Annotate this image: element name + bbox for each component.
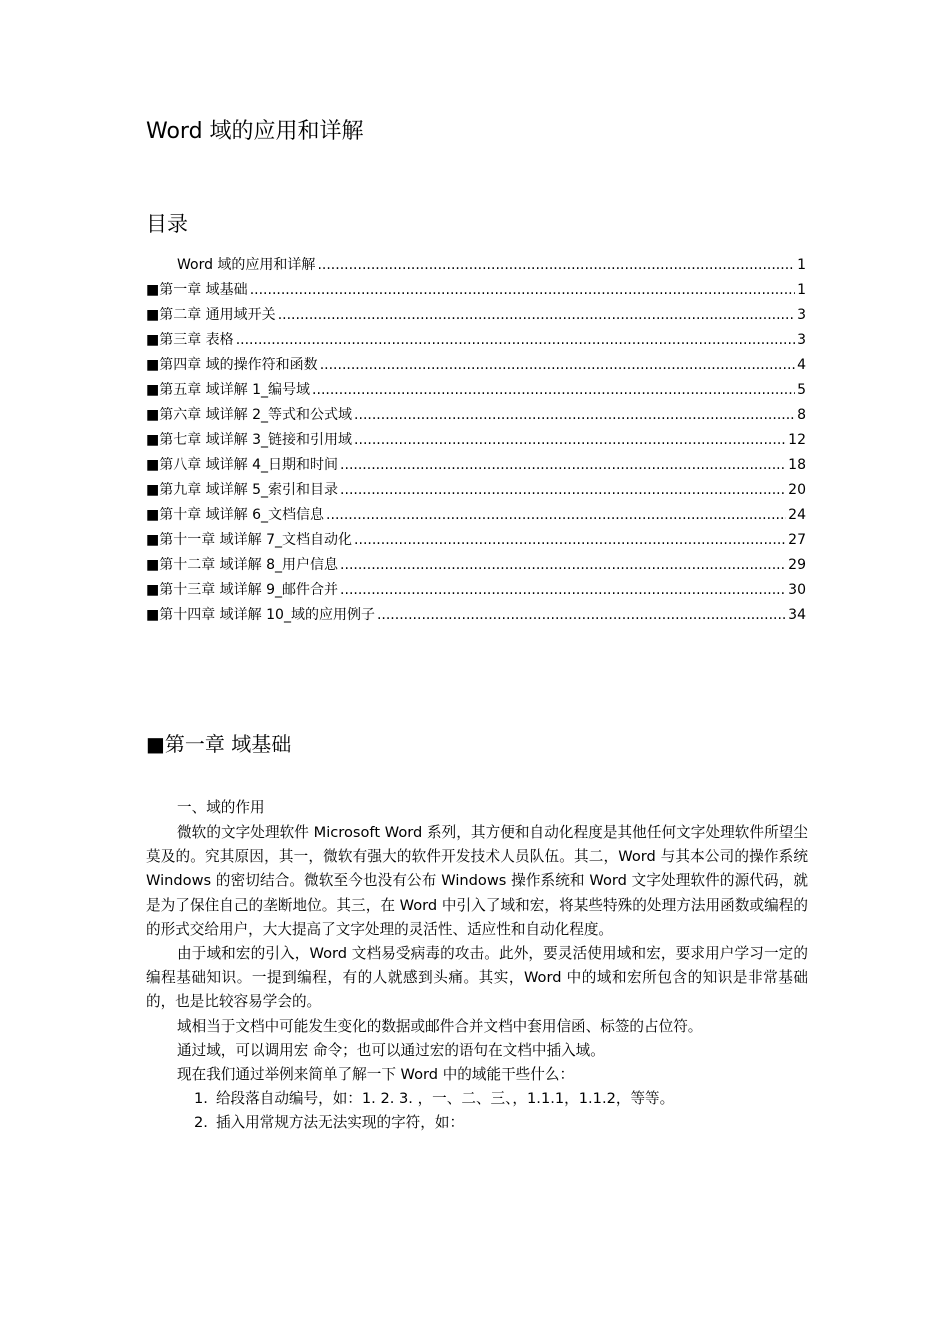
list-number: 1. <box>194 1090 208 1108</box>
toc-entry[interactable] <box>146 378 806 403</box>
toc-heading: 目录 <box>146 212 188 236</box>
document-title: Word 域的应用和详解 <box>146 119 364 144</box>
toc-entry-text: ■第三章 表格 <box>146 332 234 348</box>
toc-leader <box>250 278 795 303</box>
toc-entry[interactable] <box>146 578 806 603</box>
toc-leader <box>340 453 786 478</box>
list-item-text: 给段落自动编号，如：1. 2. 3. ，一、二、三、，1.1.1，1.1.2，等等。 <box>215 1090 675 1108</box>
chapter-body <box>146 795 808 1136</box>
toc-entry-text: ■第八章 域详解 4_日期和时间 <box>146 457 339 473</box>
toc-entry[interactable] <box>146 253 806 278</box>
toc-entry-text: ■第十一章 域详解 7_文档自动化 <box>146 532 353 548</box>
toc-leader <box>377 603 786 628</box>
toc-entry[interactable] <box>146 478 806 503</box>
chapter-heading: ■第一章 域基础 <box>146 732 292 756</box>
toc-leader <box>236 328 795 353</box>
body-line: 域相当于文档中可能发生变化的数据或邮件合并文档中套用信函、标签的占位符。 <box>177 1017 703 1035</box>
numbered-list-item <box>146 1087 808 1111</box>
toc-entry[interactable] <box>146 528 806 553</box>
toc-leader <box>340 553 786 578</box>
toc-entry[interactable] <box>146 328 806 353</box>
toc-entry-page: 18 <box>788 457 806 473</box>
toc-leader <box>317 253 795 278</box>
toc-entry-page: 4 <box>797 357 806 373</box>
toc-entry-text: ■第十三章 域详解 9_邮件合并 <box>146 582 339 598</box>
toc-entry-page: 24 <box>788 507 806 523</box>
toc-leader <box>340 478 786 503</box>
toc-entry[interactable] <box>146 453 806 478</box>
toc-leader <box>340 578 786 603</box>
toc-entry-text: ■第十二章 域详解 8_用户信息 <box>146 557 339 573</box>
toc-entry-text: ■第十四章 域详解 10_域的应用例子 <box>146 607 375 623</box>
list-number: 2. <box>194 1114 208 1132</box>
toc-entry-page: 5 <box>797 382 806 398</box>
toc-entry[interactable] <box>146 603 806 628</box>
toc-entry-text: ■第五章 域详解 1_编号域 <box>146 382 311 398</box>
toc-entry-text: ■第九章 域详解 5_索引和目录 <box>146 482 339 498</box>
body-line: 通过域，可以调用宏 命令；也可以通过宏的语句在文档中插入域。 <box>177 1041 605 1059</box>
toc-entry-page: 27 <box>788 532 806 548</box>
toc-entry-page: 1 <box>797 257 806 273</box>
toc-entry-text: ■第二章 通用域开关 <box>146 307 276 323</box>
toc-leader <box>278 303 795 328</box>
numbered-list-item <box>146 1111 808 1135</box>
toc-entry[interactable] <box>146 428 806 453</box>
toc-leader <box>312 378 795 403</box>
toc-entry-page: 30 <box>788 582 806 598</box>
toc-entry[interactable] <box>146 503 806 528</box>
toc-entry-text: ■第六章 域详解 2_等式和公式域 <box>146 407 353 423</box>
section-title: 一、域的作用 <box>177 799 265 816</box>
toc-entry-page: 34 <box>788 607 806 623</box>
body-line: 现在我们通过举例来简单了解一下 Word 中的域能干些什么： <box>177 1066 575 1083</box>
toc-entry-text: Word 域的应用和详解 <box>177 257 316 273</box>
body-paragraph: 由于域和宏的引入，Word 文档易受病毒的攻击。此外，要灵活使用域和宏，要求用户学习一定的编程基础知识。一提到编程，有的人就感到头痛。其实，Word 中的域和宏所包含的知识是非常基础的，也是比较容易学会的。 <box>146 945 808 1011</box>
toc-entry-text: ■第七章 域详解 3_链接和引用域 <box>146 432 353 448</box>
toc-entry[interactable] <box>146 303 806 328</box>
body-paragraph: 微软的文字处理软件 Microsoft Word 系列，其方便和自动化程度是其他任何文字处理软件所望尘莫及的。究其原因，其一，微软有强大的软件开发技术人员队伍。其二，Word 与其本公司的操作系统 Windows 的密切结合。微软至今也没有公布 Windows 操作系统和 Word 文字处理软件的源代码，就是为了保住自己的垄断地位。其三，在 Word 中引入了域和宏，将某些特殊的处理方法用函数或编程的的形式交给用户，大大提高了文字处理的灵活性、适应性和自动化程度。 <box>146 824 808 938</box>
toc-leader <box>354 428 786 453</box>
toc-entry-page: 20 <box>788 482 806 498</box>
toc-entry[interactable] <box>146 403 806 428</box>
toc-entry-page: 1 <box>797 282 806 298</box>
toc-leader <box>326 503 786 528</box>
toc-entry[interactable] <box>146 553 806 578</box>
toc-entry-page: 3 <box>797 332 806 348</box>
toc-entry-page: 29 <box>788 557 806 573</box>
toc-entry-text: ■第四章 域的操作符和函数 <box>146 357 318 373</box>
toc-leader <box>354 403 795 428</box>
toc-entry-page: 8 <box>797 407 806 423</box>
toc-leader <box>320 353 795 378</box>
toc-entry-text: ■第一章 域基础 <box>146 282 248 298</box>
toc-leader <box>354 528 786 553</box>
toc-entry[interactable] <box>146 353 806 378</box>
toc-entry-page: 3 <box>797 307 806 323</box>
toc-entry-page: 12 <box>788 432 806 448</box>
toc-entry-text: ■第十章 域详解 6_文档信息 <box>146 507 325 523</box>
list-item-text: 插入用常规方法无法实现的字符，如： <box>215 1114 465 1132</box>
toc-entry[interactable] <box>146 278 806 303</box>
table-of-contents <box>146 253 806 628</box>
